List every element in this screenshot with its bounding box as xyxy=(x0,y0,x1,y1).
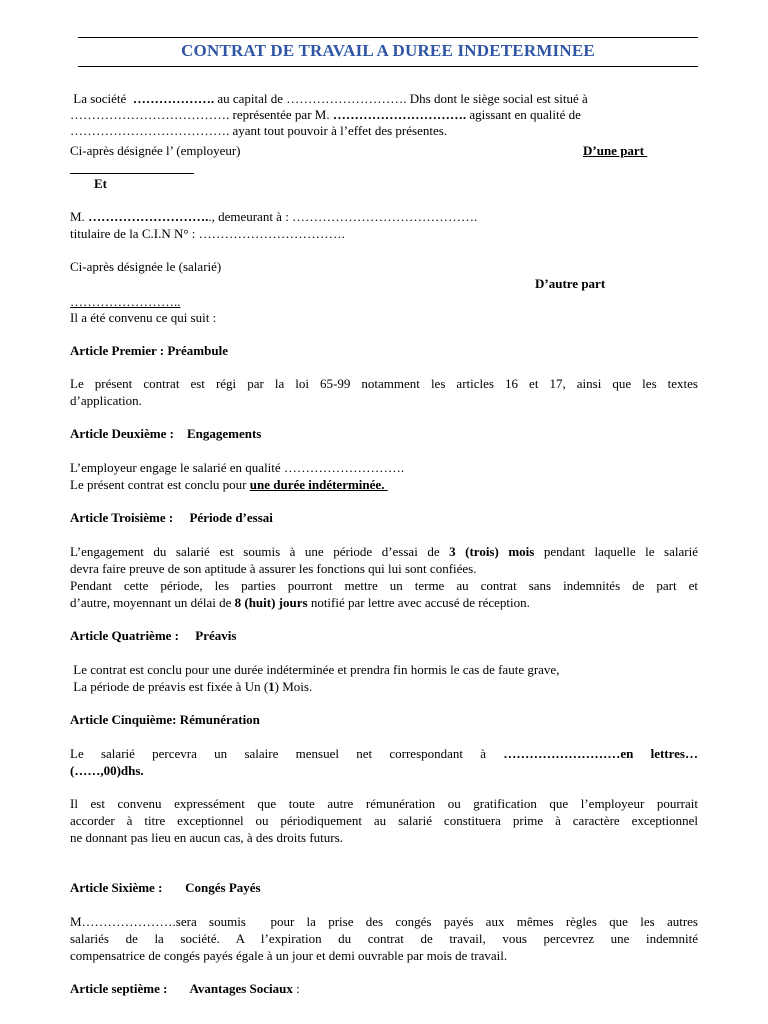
article-5-p2-line-3: ne donnant pas lieu en aucun cas, à des droits futurs. xyxy=(70,830,343,845)
top-rule xyxy=(78,37,698,38)
article-1-text: Le présent contrat est régi par la loi 65-99 notamment les articles 16 et 17, ainsi que les textes xyxy=(70,376,698,391)
et-label: Et xyxy=(94,176,107,191)
company-name-blank: ………………. xyxy=(132,91,215,106)
article-2-line-1: L’employeur engage le salarié en qualité ………………………. xyxy=(70,460,405,475)
document-title: CONTRAT DE TRAVAIL A DUREE INDETERMINEE xyxy=(181,41,595,60)
employee-line-2: titulaire de la C.I.N N° : ……………………………. xyxy=(70,226,345,241)
article-4-line-2: La période de préavis est fixée à Un (1) Mois. xyxy=(70,679,313,694)
trial-period-emphasis: 3 (trois) mois xyxy=(449,544,535,559)
article-5-line-2: (……,00)dhs. xyxy=(70,763,144,778)
article-6-line-2: salariés de la société. A l’expiration du contrat de travail, vous percevrez une indemnité xyxy=(70,931,698,946)
article-3-p2-line-1: Pendant cette période, les parties pourront mettre un terme au contrat sans indemnités de part et xyxy=(70,578,698,593)
article-3-p1-line-1: L’engagement du salarié est soumis à une période d’essai de 3 (trois) mois pendant laquelle le salarié xyxy=(70,544,698,559)
convenu-line: Il a été convenu ce qui suit : xyxy=(70,310,217,325)
article-4-line-1: Le contrat est conclu pour une durée indéterminée et prendra fin hormis le cas de faute grave, xyxy=(70,662,560,677)
article-5-line-1: Le salarié percevra un salaire mensuel net correspondant à ………………………en lettres… xyxy=(70,746,698,761)
article-6-heading: Article Sixième : Congés Payés xyxy=(70,880,261,895)
employee-signature-dots: …………………….. xyxy=(70,294,181,309)
title-underline xyxy=(78,66,698,67)
dune-part-label: D’une part xyxy=(583,143,648,158)
article-5-heading: Article Cinquième: Rémunération xyxy=(70,712,260,727)
article-2-line-2: Le présent contrat est conclu pour une durée indéterminée. xyxy=(70,477,388,492)
employer-designation: Ci-après désignée l’ (employeur) xyxy=(70,143,241,158)
article-1-heading: Article Premier : Préambule xyxy=(70,343,228,358)
dautre-part-label: D’autre part xyxy=(535,276,606,291)
intro-line-3: ………………………………. ayant tout pouvoir à l’effet des présentes. xyxy=(70,123,448,138)
employee-line-1: M. ……………………….., demeurant à : ……………………………………. xyxy=(70,209,478,224)
article-4-heading: Article Quatrième : Préavis xyxy=(70,628,237,643)
article-3-p1-line-2: devra faire preuve de son aptitude à assurer les fonctions qui lui sont confiées. xyxy=(70,561,477,576)
article-6-line-1: M………………….sera soumis pour la prise des congés payés aux mêmes règles que les autres xyxy=(70,914,698,929)
salary-blank: ………………………en lettres… xyxy=(503,746,698,761)
representative-blank: …………………………. xyxy=(332,107,467,122)
employee-name-blank: ………………………. xyxy=(88,209,209,224)
article-3-heading: Article Troisième : Période d’essai xyxy=(70,510,273,525)
notice-days-emphasis: 8 (huit) jours xyxy=(234,595,308,610)
article-1-text-2: d’application. xyxy=(70,393,142,408)
intro-line-2: ………………………………. représentée par M. …………………………. agissant en qualité de xyxy=(70,107,581,122)
signature-line-employer xyxy=(70,173,194,174)
article-6-line-3: compensatrice de congés payés égale à un jour et demi ouvrable par mois de travail. xyxy=(70,948,508,963)
employee-designation: Ci-après désignée le (salarié) xyxy=(70,259,222,274)
article-5-p2-line-1: Il est convenu expressément que toute autre rémunération ou gratification que l’employeur pourrait xyxy=(70,796,698,811)
article-3-p2-line-2: d’autre, moyennant un délai de 8 (huit) jours notifié par lettre avec accusé de réception. xyxy=(70,595,530,610)
intro-line-1: La société ………………. au capital de ………………………. Dhs dont le siège social est situé à xyxy=(70,91,588,106)
article-7-heading: Article septième : Avantages Sociaux : xyxy=(70,981,300,996)
article-2-heading: Article Deuxième : Engagements xyxy=(70,426,262,441)
duration-emphasis: une durée indéterminée. xyxy=(249,477,388,492)
article-5-p2-line-2: accorder à titre exceptionnel ou périodiquement au salarié constituera prime à caractère exceptionnel xyxy=(70,813,698,828)
